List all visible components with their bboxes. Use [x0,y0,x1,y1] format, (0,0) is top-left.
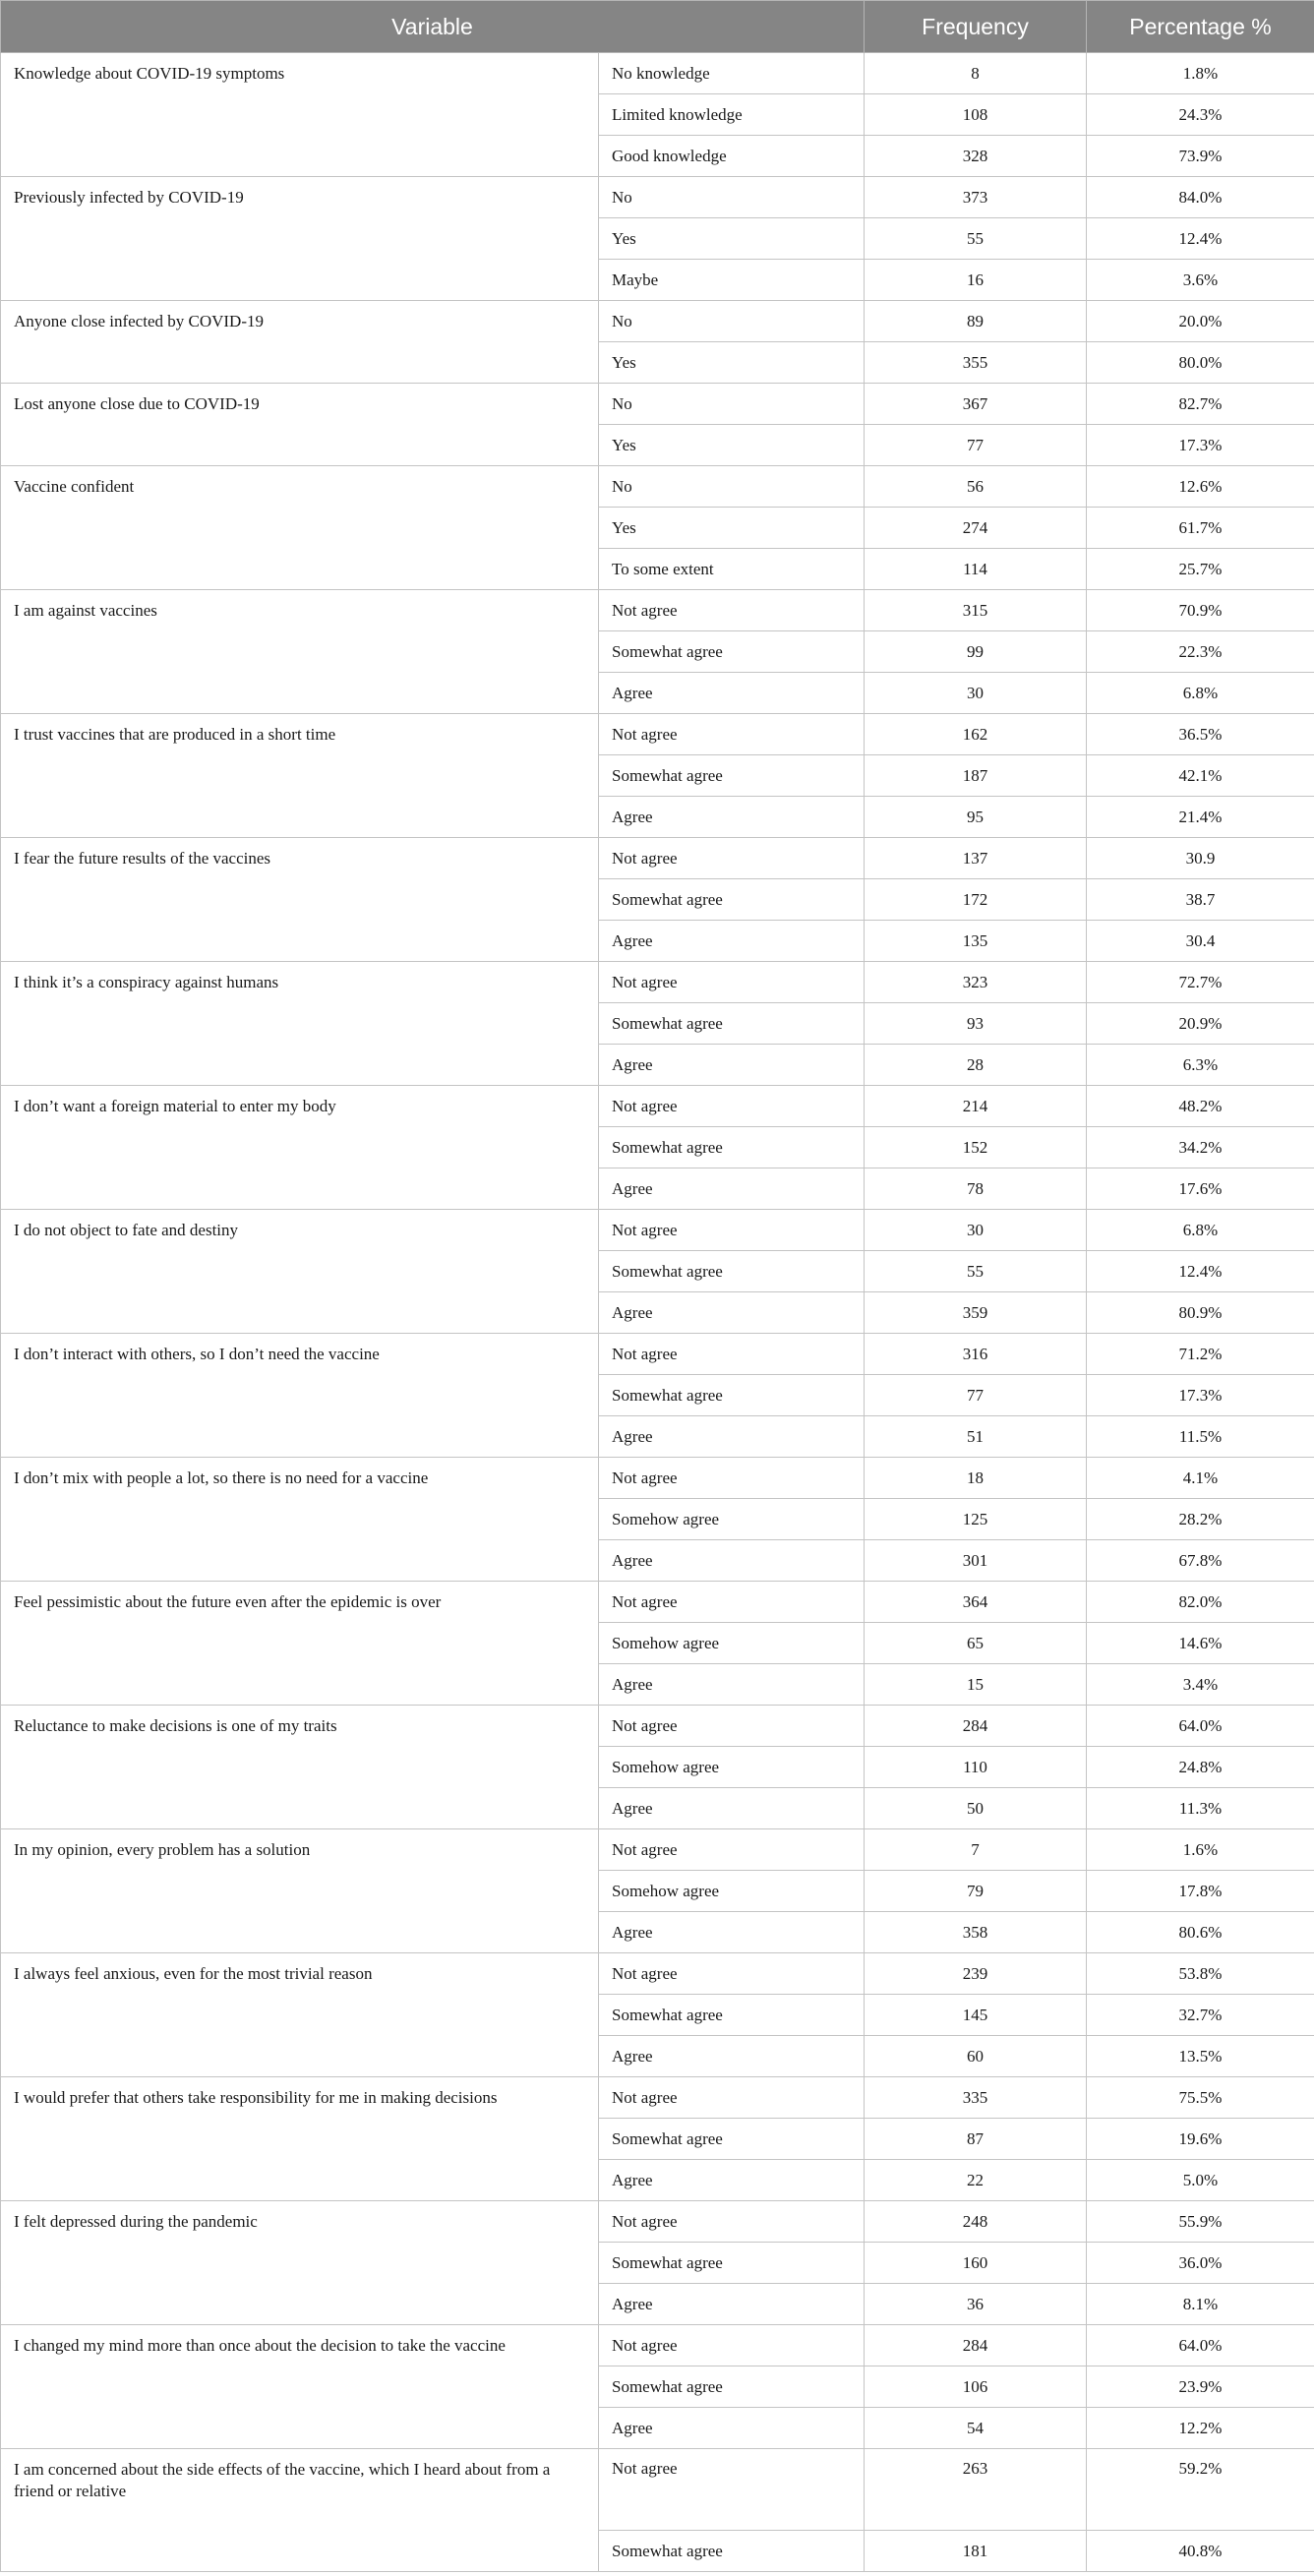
frequency-cell: 95 [865,797,1087,838]
variable-cell: Vaccine confident [1,466,599,590]
option-cell: Agree [599,673,865,714]
frequency-cell: 78 [865,1168,1087,1210]
option-cell: Not agree [599,590,865,631]
table-row [1,53,1314,94]
percentage-cell: 30.9 [1087,838,1314,879]
frequency-cell: 137 [865,838,1087,879]
frequency-cell: 7 [865,1829,1087,1871]
percentage-cell: 28.2% [1087,1499,1314,1540]
percentage-cell: 4.1% [1087,1458,1314,1499]
percentage-cell: 6.3% [1087,1045,1314,1086]
frequency-cell: 18 [865,1458,1087,1499]
option-cell: Yes [599,425,865,466]
table-row [1,1582,1314,1623]
table-row [1,1334,1314,1375]
frequency-cell: 99 [865,631,1087,673]
percentage-cell: 24.3% [1087,94,1314,136]
frequency-cell: 89 [865,301,1087,342]
option-cell: Good knowledge [599,136,865,177]
frequency-cell: 248 [865,2201,1087,2243]
frequency-cell: 125 [865,1499,1087,1540]
option-cell: Agree [599,1168,865,1210]
table-row [1,1953,1314,1995]
table-row [1,1086,1314,1127]
percentage-cell: 67.8% [1087,1540,1314,1582]
variable-cell: In my opinion, every problem has a solution [1,1829,599,1953]
frequency-cell: 16 [865,260,1087,301]
percentage-cell: 80.0% [1087,342,1314,384]
percentage-cell: 72.7% [1087,962,1314,1003]
percentage-cell: 64.0% [1087,1706,1314,1747]
frequency-cell: 187 [865,755,1087,797]
option-cell: Not agree [599,2325,865,2366]
option-cell: Agree [599,1788,865,1829]
percentage-cell: 12.4% [1087,218,1314,260]
option-cell: Not agree [599,1953,865,1995]
frequency-cell: 160 [865,2243,1087,2284]
variable-cell: Reluctance to make decisions is one of my traits [1,1706,599,1829]
option-cell: Not agree [599,1458,865,1499]
frequency-cell: 359 [865,1292,1087,1334]
percentage-cell: 6.8% [1087,1210,1314,1251]
percentage-cell: 17.8% [1087,1871,1314,1912]
frequency-cell: 335 [865,2077,1087,2119]
percentage-cell: 61.7% [1087,508,1314,549]
option-cell: No [599,177,865,218]
frequency-cell: 8 [865,53,1087,94]
variable-cell: I fear the future results of the vaccines [1,838,599,962]
frequency-cell: 15 [865,1664,1087,1706]
frequency-cell: 65 [865,1623,1087,1664]
table-body [1,53,1314,2572]
frequency-cell: 328 [865,136,1087,177]
frequency-cell: 152 [865,1127,1087,1168]
percentage-cell: 30.4 [1087,921,1314,962]
variable-cell: I don’t want a foreign material to enter my body [1,1086,599,1210]
variable-cell: I don’t mix with people a lot, so there is no need for a vaccine [1,1458,599,1582]
frequency-cell: 145 [865,1995,1087,2036]
table-row [1,466,1314,508]
percentage-cell: 42.1% [1087,755,1314,797]
option-cell: No knowledge [599,53,865,94]
variable-cell: I do not object to fate and destiny [1,1210,599,1334]
frequency-cell: 316 [865,1334,1087,1375]
percentage-cell: 40.8% [1087,2531,1314,2572]
percentage-cell: 6.8% [1087,673,1314,714]
frequency-cell: 323 [865,962,1087,1003]
frequency-cell: 315 [865,590,1087,631]
percentage-cell: 38.7 [1087,879,1314,921]
percentage-cell: 12.2% [1087,2408,1314,2449]
option-cell: Somewhat agree [599,2119,865,2160]
percentage-cell: 25.7% [1087,549,1314,590]
frequency-cell: 274 [865,508,1087,549]
frequency-cell: 22 [865,2160,1087,2201]
option-cell: Somehow agree [599,1499,865,1540]
frequency-cell: 55 [865,218,1087,260]
option-cell: Not agree [599,838,865,879]
frequency-cell: 60 [865,2036,1087,2077]
option-cell: Not agree [599,962,865,1003]
option-cell: To some extent [599,549,865,590]
percentage-cell: 32.7% [1087,1995,1314,2036]
variable-cell: I am against vaccines [1,590,599,714]
table-row [1,384,1314,425]
option-cell: Agree [599,2160,865,2201]
table-row [1,2325,1314,2366]
percentage-cell: 12.4% [1087,1251,1314,1292]
frequency-cell: 162 [865,714,1087,755]
variable-cell: I trust vaccines that are produced in a short time [1,714,599,838]
option-cell: Yes [599,508,865,549]
option-cell: Somewhat agree [599,1251,865,1292]
percentage-cell: 34.2% [1087,1127,1314,1168]
frequency-cell: 181 [865,2531,1087,2572]
option-cell: Agree [599,921,865,962]
option-cell: Agree [599,2408,865,2449]
frequency-cell: 30 [865,1210,1087,1251]
table-header [1,1,1314,53]
percentage-cell: 20.9% [1087,1003,1314,1045]
percentage-cell: 17.3% [1087,1375,1314,1416]
percentage-cell: 11.5% [1087,1416,1314,1458]
table-row [1,2077,1314,2119]
option-cell: Agree [599,2036,865,2077]
variable-cell: I don’t interact with others, so I don’t need the vaccine [1,1334,599,1458]
option-cell: Somewhat agree [599,2366,865,2408]
option-cell: Yes [599,342,865,384]
frequency-cell: 263 [865,2449,1087,2531]
option-cell: Agree [599,2284,865,2325]
percentage-column-header: Percentage % [1087,1,1314,53]
variable-column-header: Variable [1,1,865,53]
option-cell: Agree [599,1912,865,1953]
variable-cell: I always feel anxious, even for the most trivial reason [1,1953,599,2077]
variable-cell: Anyone close infected by COVID-19 [1,301,599,384]
option-cell: No [599,301,865,342]
percentage-cell: 73.9% [1087,136,1314,177]
percentage-cell: 12.6% [1087,466,1314,508]
percentage-cell: 19.6% [1087,2119,1314,2160]
percentage-cell: 82.0% [1087,1582,1314,1623]
percentage-cell: 64.0% [1087,2325,1314,2366]
percentage-cell: 1.8% [1087,53,1314,94]
table-row [1,301,1314,342]
table-row [1,1706,1314,1747]
percentage-cell: 59.2% [1087,2449,1314,2531]
option-cell: Yes [599,218,865,260]
percentage-cell: 8.1% [1087,2284,1314,2325]
option-cell: Not agree [599,2077,865,2119]
frequency-cell: 239 [865,1953,1087,1995]
variable-cell: Knowledge about COVID-19 symptoms [1,53,599,177]
percentage-cell: 11.3% [1087,1788,1314,1829]
percentage-cell: 23.9% [1087,2366,1314,2408]
frequency-cell: 56 [865,466,1087,508]
percentage-cell: 24.8% [1087,1747,1314,1788]
option-cell: Agree [599,1045,865,1086]
percentage-cell: 70.9% [1087,590,1314,631]
percentage-cell: 36.5% [1087,714,1314,755]
variable-cell: I changed my mind more than once about the decision to take the vaccine [1,2325,599,2449]
option-cell: Not agree [599,1582,865,1623]
frequency-cell: 301 [865,1540,1087,1582]
option-cell: No [599,384,865,425]
frequency-cell: 28 [865,1045,1087,1086]
option-cell: Somewhat agree [599,755,865,797]
option-cell: Somehow agree [599,1871,865,1912]
table-row [1,714,1314,755]
frequency-cell: 55 [865,1251,1087,1292]
table-row [1,1458,1314,1499]
percentage-cell: 20.0% [1087,301,1314,342]
option-cell: Agree [599,1664,865,1706]
percentage-cell: 3.4% [1087,1664,1314,1706]
variable-cell: I think it’s a conspiracy against humans [1,962,599,1086]
option-cell: Not agree [599,1334,865,1375]
option-cell: Somewhat agree [599,1127,865,1168]
variable-cell: Feel pessimistic about the future even after the epidemic is over [1,1582,599,1706]
table-row [1,2449,1314,2531]
frequency-cell: 51 [865,1416,1087,1458]
frequency-cell: 373 [865,177,1087,218]
frequency-cell: 114 [865,549,1087,590]
option-cell: Somewhat agree [599,2243,865,2284]
frequency-cell: 172 [865,879,1087,921]
table-row [1,962,1314,1003]
option-cell: Somehow agree [599,1623,865,1664]
percentage-cell: 1.6% [1087,1829,1314,1871]
option-cell: Somewhat agree [599,1003,865,1045]
table-row [1,590,1314,631]
percentage-cell: 80.6% [1087,1912,1314,1953]
frequency-cell: 110 [865,1747,1087,1788]
option-cell: Not agree [599,1706,865,1747]
frequency-cell: 30 [865,673,1087,714]
percentage-cell: 14.6% [1087,1623,1314,1664]
frequency-cell: 108 [865,94,1087,136]
table-row [1,2201,1314,2243]
option-cell: Somehow agree [599,1747,865,1788]
option-cell: Limited knowledge [599,94,865,136]
percentage-cell: 36.0% [1087,2243,1314,2284]
frequency-cell: 355 [865,342,1087,384]
frequency-cell: 54 [865,2408,1087,2449]
option-cell: Not agree [599,1086,865,1127]
option-cell: Not agree [599,1210,865,1251]
option-cell: Somewhat agree [599,879,865,921]
frequency-cell: 36 [865,2284,1087,2325]
percentage-cell: 17.6% [1087,1168,1314,1210]
percentage-cell: 71.2% [1087,1334,1314,1375]
table-row [1,1210,1314,1251]
percentage-cell: 22.3% [1087,631,1314,673]
table-row [1,177,1314,218]
percentage-cell: 55.9% [1087,2201,1314,2243]
option-cell: Agree [599,1416,865,1458]
frequency-cell: 79 [865,1871,1087,1912]
variable-cell: Lost anyone close due to COVID-19 [1,384,599,466]
header-row [1,1,1314,53]
frequency-cell: 93 [865,1003,1087,1045]
frequency-cell: 364 [865,1582,1087,1623]
percentage-cell: 48.2% [1087,1086,1314,1127]
percentage-cell: 13.5% [1087,2036,1314,2077]
table-row [1,1829,1314,1871]
percentage-cell: 17.3% [1087,425,1314,466]
percentage-cell: 82.7% [1087,384,1314,425]
percentage-cell: 84.0% [1087,177,1314,218]
option-cell: Not agree [599,1829,865,1871]
option-cell: Somewhat agree [599,1375,865,1416]
option-cell: Agree [599,797,865,838]
percentage-cell: 80.9% [1087,1292,1314,1334]
option-cell: Somewhat agree [599,2531,865,2572]
option-cell: Somewhat agree [599,631,865,673]
percentage-cell: 53.8% [1087,1953,1314,1995]
percentage-cell: 21.4% [1087,797,1314,838]
frequency-cell: 284 [865,2325,1087,2366]
frequency-cell: 367 [865,384,1087,425]
option-cell: Agree [599,1540,865,1582]
table-row [1,838,1314,879]
option-cell: Not agree [599,714,865,755]
frequency-cell: 214 [865,1086,1087,1127]
frequency-cell: 87 [865,2119,1087,2160]
variable-cell: Previously infected by COVID-19 [1,177,599,301]
option-cell: Maybe [599,260,865,301]
percentage-cell: 5.0% [1087,2160,1314,2201]
option-cell: No [599,466,865,508]
option-cell: Not agree [599,2449,865,2531]
percentage-cell: 3.6% [1087,260,1314,301]
frequency-cell: 284 [865,1706,1087,1747]
option-cell: Somewhat agree [599,1995,865,2036]
frequency-column-header: Frequency [865,1,1087,53]
option-cell: Not agree [599,2201,865,2243]
percentage-cell: 75.5% [1087,2077,1314,2119]
frequency-cell: 106 [865,2366,1087,2408]
variable-cell: I am concerned about the side effects of the vaccine, which I heard about from a friend or relative [1,2449,599,2572]
option-cell: Agree [599,1292,865,1334]
variable-cell: I would prefer that others take responsibility for me in making decisions [1,2077,599,2201]
variable-cell: I felt depressed during the pandemic [1,2201,599,2325]
frequency-cell: 135 [865,921,1087,962]
frequency-cell: 77 [865,1375,1087,1416]
frequency-cell: 77 [865,425,1087,466]
frequency-cell: 50 [865,1788,1087,1829]
frequency-cell: 358 [865,1912,1087,1953]
